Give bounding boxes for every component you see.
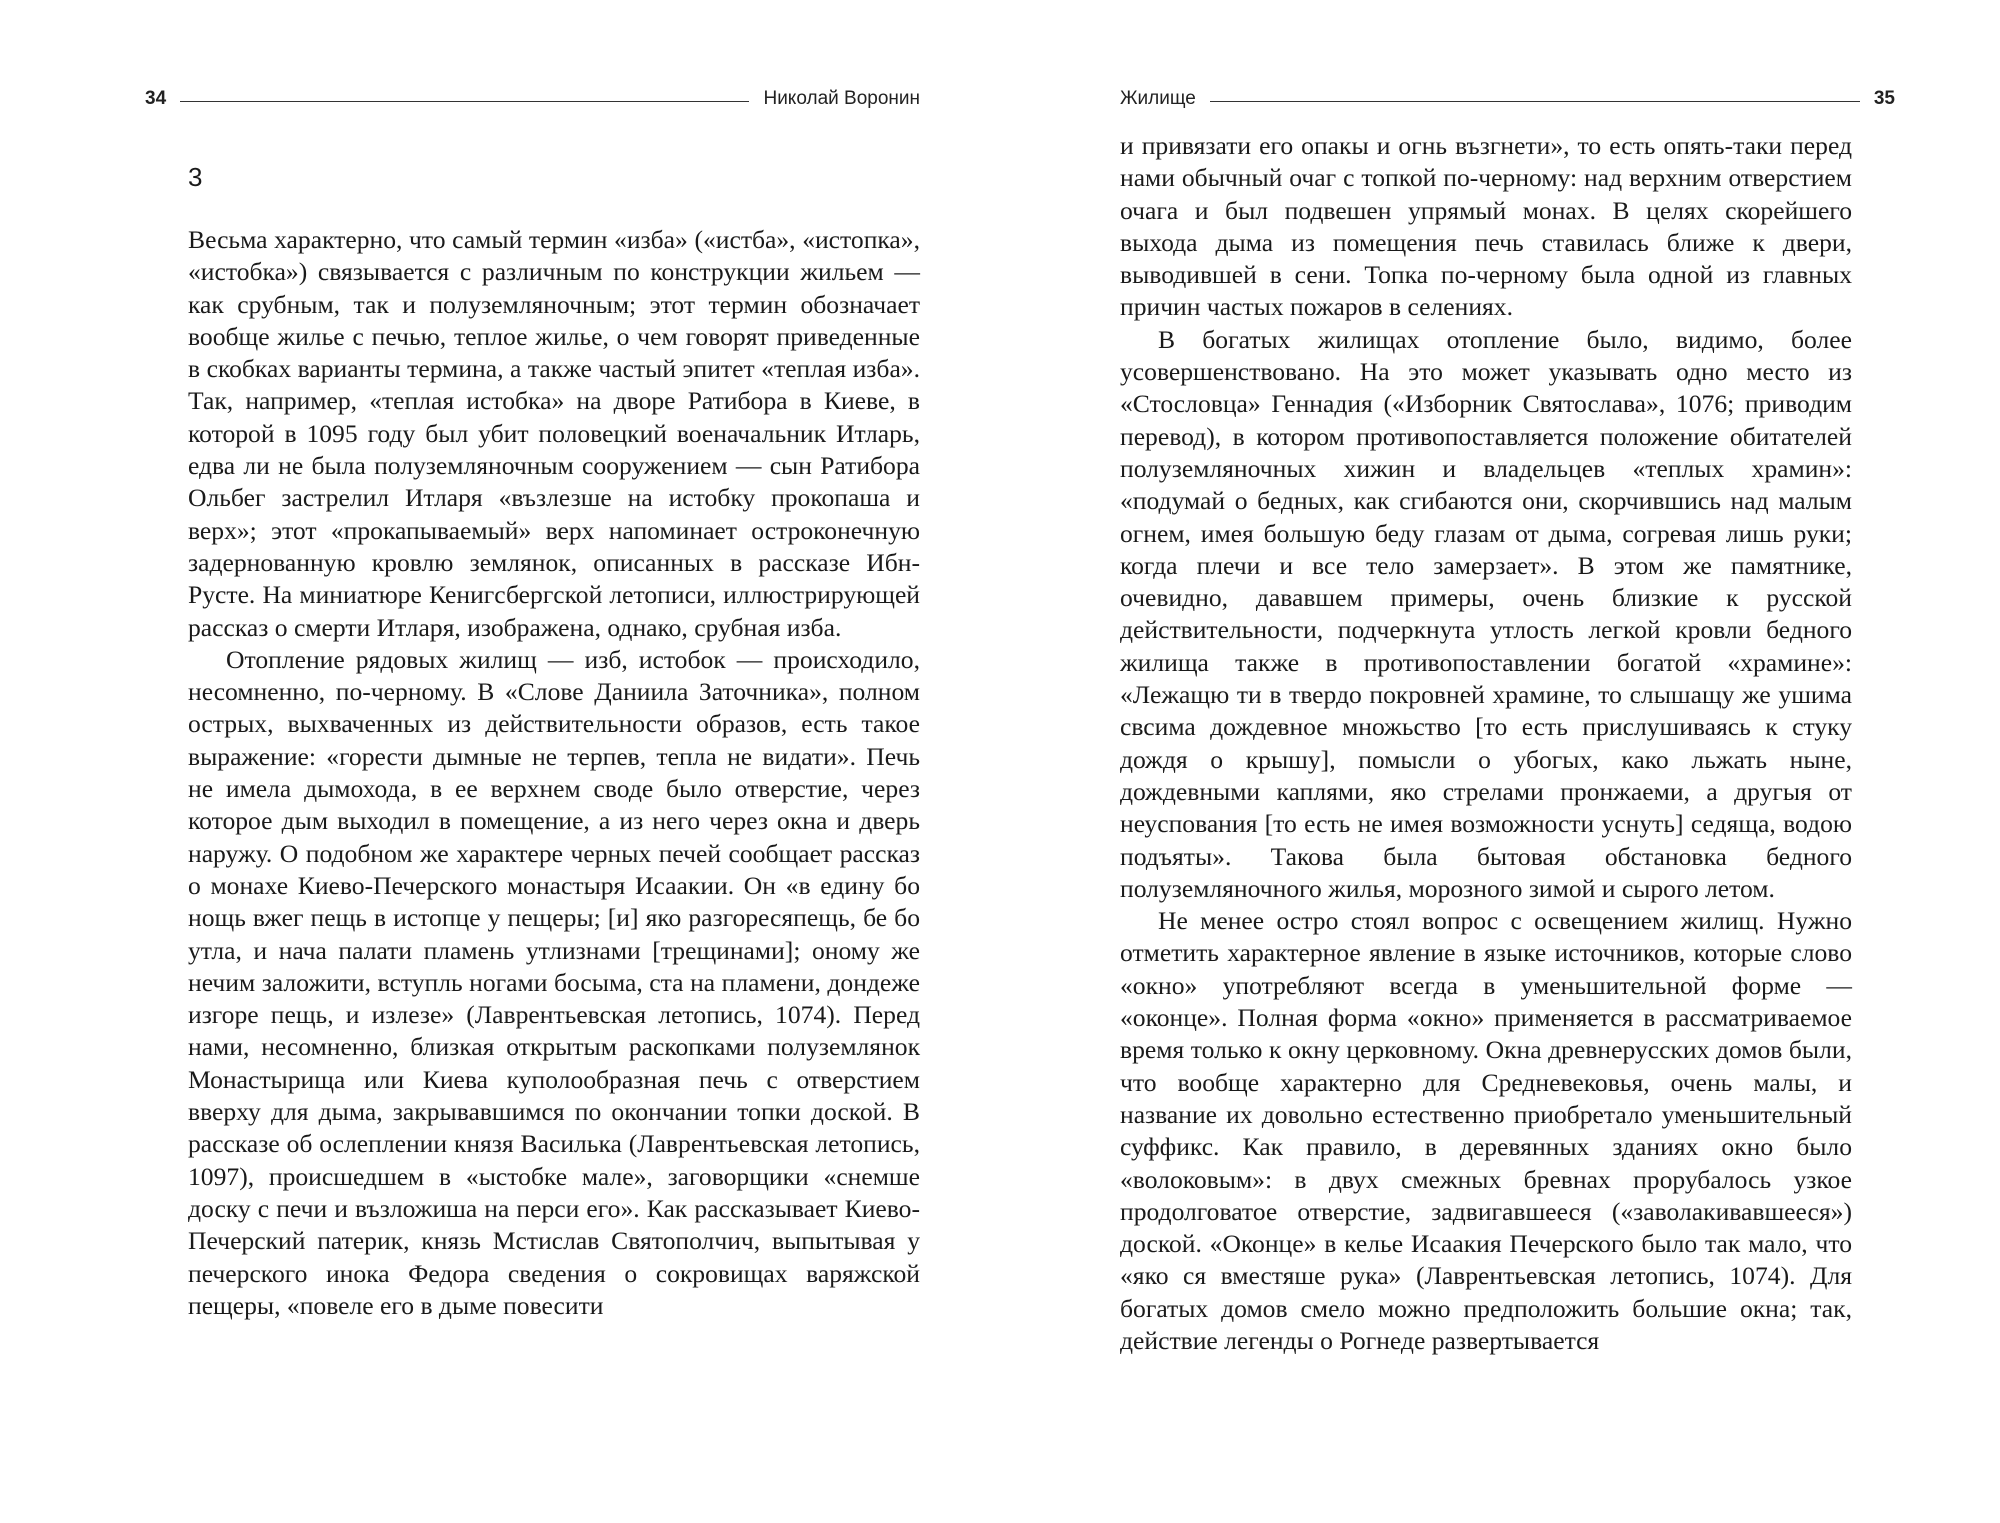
right-page-body [1120,130,1852,1357]
header-rule-left [180,101,749,102]
left-running-header [145,86,920,112]
paragraph: Не менее остро стоял вопрос с освещением жилищ. Нужно отметить характерное явление в языке источников, которые слово «окно» употребляют всегда в уменьшительной форме — «оконце». Полная форма «окно» применяется в рассматриваемое время только к окну церковному. Окна древнерусских домов были, что вообще характерно для Средневековья, очень малы, и название их довольно естественно приобретало уменьшительный суффикс. Как правило, в деревянных зданиях окно было «волоковым»: в двух смежных бревнах прорубалось узкое продолговатое отверстие, задвигавшееся («заволакивавшееся») доской. «Оконце» в келье Исаакия Печерского было так мало, что «яко ся вместяше рука» (Лаврентьевская летопись, 1074). Для богатых домов смело можно предположить большие окна; так, действие легенды о Рогнеде развертывается [1120,906,1852,1355]
right-running-header [1120,86,1895,112]
paragraph: В богатых жилищах отопление было, видимо, более усовершенствовано. На это может указывать одно место из «Стословца» Геннадия («Изборник Святослава», 1076; приводим перевод), в котором противопоставляется положение обитателей полуземляночных хижин и владельцев «теплых храмин»: «подумай о бедных, как сгибаются они, скорчившись над малым огнем, имея большую беду глазам от дыма, согревая лишь руки; когда плечи и все тело замерзает». В этом же памятнике, очевидно, дававшем примеры, очень близкие к русской действительности, подчеркнута утлость легкой кровли бедного жилища также в противопоставлении богатой «храмине»: «Лежащю ти в твердо покровней храмине, то слышащу же ушима свсима дождевное множьство [то есть прислушиваясь к стуку дождя о крышу], помысли о убогых, како льжать ныне, дождевными каплями, яко стрелами пронжаеми, а другыя от неуспования [то есть не имея возможности уснуть] седяща, водою подъяты». Такова была бытовая обстановка бедного полуземляночного жилья, морозного зимой и сырого летом. [1120,324,1852,903]
running-head-chapter: Жилище [1120,88,1196,109]
paragraph: Весьма характерно, что самый термин «изба» («истба», «истопка», «истобка») связывается с различным по конструкции жильем — как срубным, так и полуземляночным; этот термин обозначает вообще жилье с печью, теплое жилье, о чем говорят приведенные в скобках варианты термина, а также частый эпитет «теплая изба». Так, например, «теплая истобка» на дворе Ратибора в Киеве, в которой в 1095 году был убит половецкий военачальник Итларь, едва ли не была полуземляночным сооружением — сын Ратибора Ольбег застрелил Итларя «възлезше на истобку прокопаша и верх»; этот «прокапываемый» верх напоминает остроконечную задернованную кровлю землянок, описанных в рассказе Ибн-Русте. На миниатюре Кенигсбергской летописи, иллюстрирующей рассказ о смерти Итларя, изображена, однако, срубная изба. [188,225,920,642]
running-head-author: Николай Воронин [763,88,920,109]
section-number: 3 [188,162,203,192]
page-number-left: 34 [145,88,167,109]
paragraph: Отопление рядовых жилищ — изб, истобок — происходило, несомненно, по-черному. В «Слове Даниила Заточника», полном острых, выхваченных из действительности образов, есть такое выражение: «горести дымные не терпев, тепла не видати». Печь не имела дымохода, в ее верхнем своде было отверстие, через которое дым выходил в помещение, а из него через окна и дверь наружу. О подобном же характере черных печей сообщает рассказ о монахе Киево-Печерского монастыря Исаакии. Он «в едину бо нощь вжег пещь в истопце у пещеры; [и] яко разгоресяпещь, бе бо утла, и нача палати пламень утлизнами [трещинами]; оному же нечим заложити, вступль ногами босыма, ста на пламени, дондеже изгоре пещь, и излезе» (Лаврентьевская летопись, 1074). Перед нами, несомненно, близкая открытым раскопками полуземлянок Монастырища или Киева куполообразная печь с отверстием вверху для дыма, закрывавшимся по окончании топки доской. В рассказе об ослеплении князя Василька (Лаврентьевская летопись, 1097), происшедшем в «ыстобке мале», заговорщики «снемше доску с печи и възложиша на перси его». Как рассказывает Киево-Печерский патерик, князь Мстислав Святополчич, выпытывая у печерского инока Федора сведения о сокровищах варяжской пещеры, «повеле его в дыме повесити [188,644,920,1320]
page-number-right: 35 [1873,88,1895,109]
header-rule-right [1210,101,1860,102]
paragraph: и привязати его опакы и огнь възгнети», то есть опять-таки перед нами обычный очаг с топкой по-черному: над верхним отверстием очага и был подвешен упрямый монах. В целях скорейшего выхода дыма из помещения печь ставилась ближе к двери, выводившей в сени. Топка по-черному была одной из главных причин частых пожаров в селениях. [1120,131,1852,322]
right-page [1000,0,2000,1523]
left-page-body [188,130,920,1322]
